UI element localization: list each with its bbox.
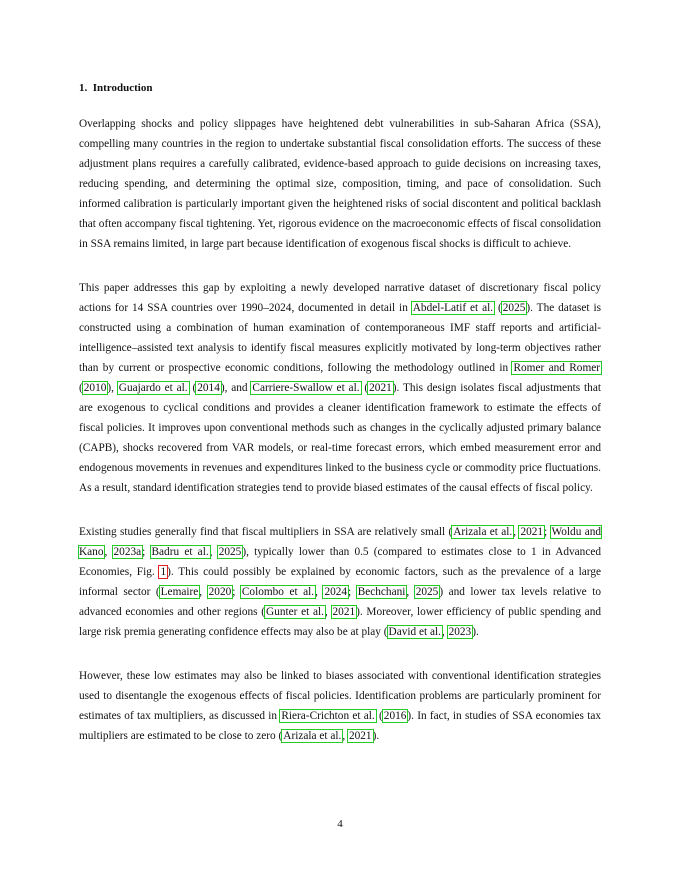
text-run: ) and lower tax levels relative to advanced economies and other regions (: [79, 586, 601, 618]
text-run: This paper addresses this gap by exploiting a newly developed narrative dataset of discretionary fiscal policy actions for 14 SSA countries over 1990–2024, documented in detail in: [79, 282, 601, 314]
paragraph-2: This paper addresses this gap by exploiting a newly developed narrative dataset of discretionary fiscal policy actions for 14 SSA countries over 1990–2024, documented in detail in Abdel-Latif et al. (2025). The dataset is constructed using a combination of human examination of contemporaneous IMF staff reports and artificial-intelligence–assisted text analysis to identify fiscal measures explicitly motivated by long-term objectives rather than by current or prospective economic conditions, following the methodology outlined in Romer and Romer (2010), Guajardo et al. (2014), and Carriere-Swallow et al. (2021). This design isolates fiscal adjustments that are exogenous to cyclical conditions and provides a cleaner identification framework to estimate the effects of fiscal policies. It improves upon conventional methods such as changes in the cyclically adjusted primary balance (CAPB), shocks recovered from VAR models, or real-time forecast errors, which embed measurement error and endogenous movements in revenues and expenditures linked to the business cycle or commodity price fluctuations. As a result, standard identification strategies tend to provide biased estimates of the causal effects of fiscal policy.: [79, 282, 601, 494]
text-run: ;: [348, 586, 357, 598]
citation-year-link[interactable]: 2016: [383, 710, 407, 722]
citation-year-link[interactable]: 2021: [348, 730, 372, 742]
citation-link[interactable]: Woldu and Kano: [79, 526, 602, 558]
citation-year-link[interactable]: 2024: [324, 586, 348, 598]
text-run: ;: [232, 586, 241, 598]
paragraph-3: Existing studies generally find that fiscal multipliers in SSA are relatively small (Arizala et al., 2021; Woldu and Kano, 2023a; Badru et al., 2025), typically lower than 0.5 (compared to estimates close to 1 in Advanced Economies, Fig. 1). This could possibly be explained by economic factors, such as the prevalence of a large informal sector (Lemaire, 2020; Colombo et al., 2024; Bechchani, 2025) and lower tax levels relative to advanced economies and other regions (Gunter et al., 2021). Moreover, lower efficiency of public spending and large risk premia generating confidence effects may also be at play (David et al., 2023).: [79, 526, 602, 638]
citation-link[interactable]: Badru et al.: [151, 546, 209, 558]
citation-link[interactable]: Carriere-Swallow et al.: [252, 382, 360, 394]
citation-year-link[interactable]: 2021: [369, 382, 392, 394]
citation-year-link[interactable]: 2020: [208, 586, 232, 598]
text-run: ). This could possibly be explained by economic factors, such as the prevalence of a large informal sector (: [79, 566, 601, 598]
section-title: Introduction: [92, 82, 153, 94]
text-run: ). Moreover, lower efficiency of public spending and large risk premia generating confidence effects may also be at play (: [79, 606, 601, 638]
section-heading: [79, 78, 601, 98]
text-run: Existing studies generally find that fiscal multipliers in SSA are relatively small (: [79, 526, 453, 538]
text-run: , and: [224, 382, 252, 394]
citation-year-link[interactable]: 2023a: [113, 546, 142, 558]
citation-year-link[interactable]: 2025: [218, 546, 242, 558]
page-number: 4: [337, 818, 343, 830]
citation-link[interactable]: David et al.: [388, 626, 441, 638]
citation-year-link[interactable]: 2021: [520, 526, 544, 538]
citation-year-link[interactable]: 2014: [197, 382, 220, 394]
citation-link[interactable]: Arizala et al.: [283, 730, 342, 742]
paragraph-1: Overlapping shocks and policy slippages have heightened debt vulnerabilities in sub-Saharan Africa (SSA), compelling many countries in the region to undertake substantial fiscal consolidation efforts. The success of these adjustment plans requires a carefully calibrated, evidence-based approach to guide decisions on increasing taxes, reducing spending, and determining the optimal size, composition, timing, and pace of consolidation. Such informed calibration is particularly important given the heightened risks of social discontent and political backlash that often accompany fiscal tightening. Yet, rigorous evidence on the macroeconomic effects of fiscal consolidation in SSA remains limited, in large part because identification of exogenous fiscal shocks is difficult to achieve.: [79, 118, 601, 250]
text-run: ).: [372, 730, 380, 742]
paper-body: [79, 78, 601, 770]
section-number: 1.: [79, 82, 88, 94]
figure-ref-link[interactable]: 1: [160, 566, 167, 578]
paragraph-4: However, these low estimates may also be linked to biases associated with conventional identification strategies used to disentangle the exogenous effects of fiscal policies. Identification problems are particularly prominent for estimates of tax multipliers, as discussed in Riera-Crichton et al. (2016). In fact, in studies of SSA economies tax multipliers are estimated to be close to zero (Arizala et al., 2021).: [79, 670, 602, 742]
text-run: . The dataset is constructed using a combination of human examination of contemporaneous IMF staff reports and artificial-intelligence–assisted text analysis to identify fiscal measures explicitly motivated by long-term objectives rather than by current or prospective economic conditions, following the methodology outlined in: [79, 302, 601, 374]
text-run: ), typically lower than 0.5 (compared to estimates close to 1 in Advanced Economies, Fig.: [79, 546, 602, 578]
text-run: ).: [472, 626, 479, 638]
citation-year-link[interactable]: 2023: [448, 626, 472, 638]
citation-link[interactable]: Colombo et al.: [241, 586, 315, 598]
citation-link[interactable]: Lemaire: [160, 586, 199, 598]
text-run: However, these low estimates may also be linked to biases associated with conventional identification strategies used to disentangle the exogenous effects of fiscal policies. Identification problems are particularly prominent for estimates of tax multipliers, as discussed in: [79, 670, 601, 722]
text-run: ,: [111, 382, 118, 394]
citation-year-link[interactable]: 2025: [502, 302, 526, 314]
text-run: ;: [142, 546, 151, 558]
citation-link[interactable]: Guajardo et al.: [118, 382, 188, 394]
citation-link[interactable]: Riera-Crichton et al.: [281, 710, 375, 722]
citation-year-link[interactable]: 2021: [332, 606, 356, 618]
citation-year-link[interactable]: 2010: [83, 382, 107, 394]
text-run: ;: [544, 526, 551, 538]
text-run: . In fact, in studies of SSA economies tax multipliers are estimated to be close to zero (: [79, 710, 602, 742]
citation-link[interactable]: Gunter et al.: [266, 606, 324, 618]
text-run: . This design isolates fiscal adjustments that are exogenous to cyclical conditions and provides a cleaner identification framework to estimate the effects of fiscal policies. It improves upon conventional methods such as changes in the cyclically adjusted primary balance (CAPB), shocks recovered from VAR models, or real-time forecast errors, which embed measurement error and endogenous movements in revenues and expenditures linked to the business cycle or commodity price fluctuations. As a result, standard identification strategies tend to provide biased estimates of the causal effects of fiscal policy.: [79, 382, 601, 494]
citation-link[interactable]: Romer and Romer: [513, 362, 601, 374]
citation-link[interactable]: Bechchani: [357, 586, 406, 598]
citation-year-link[interactable]: 2025: [415, 586, 439, 598]
citation-link[interactable]: Arizala et al.: [453, 526, 513, 538]
citation-link[interactable]: Abdel-Latif et al.: [412, 302, 494, 314]
